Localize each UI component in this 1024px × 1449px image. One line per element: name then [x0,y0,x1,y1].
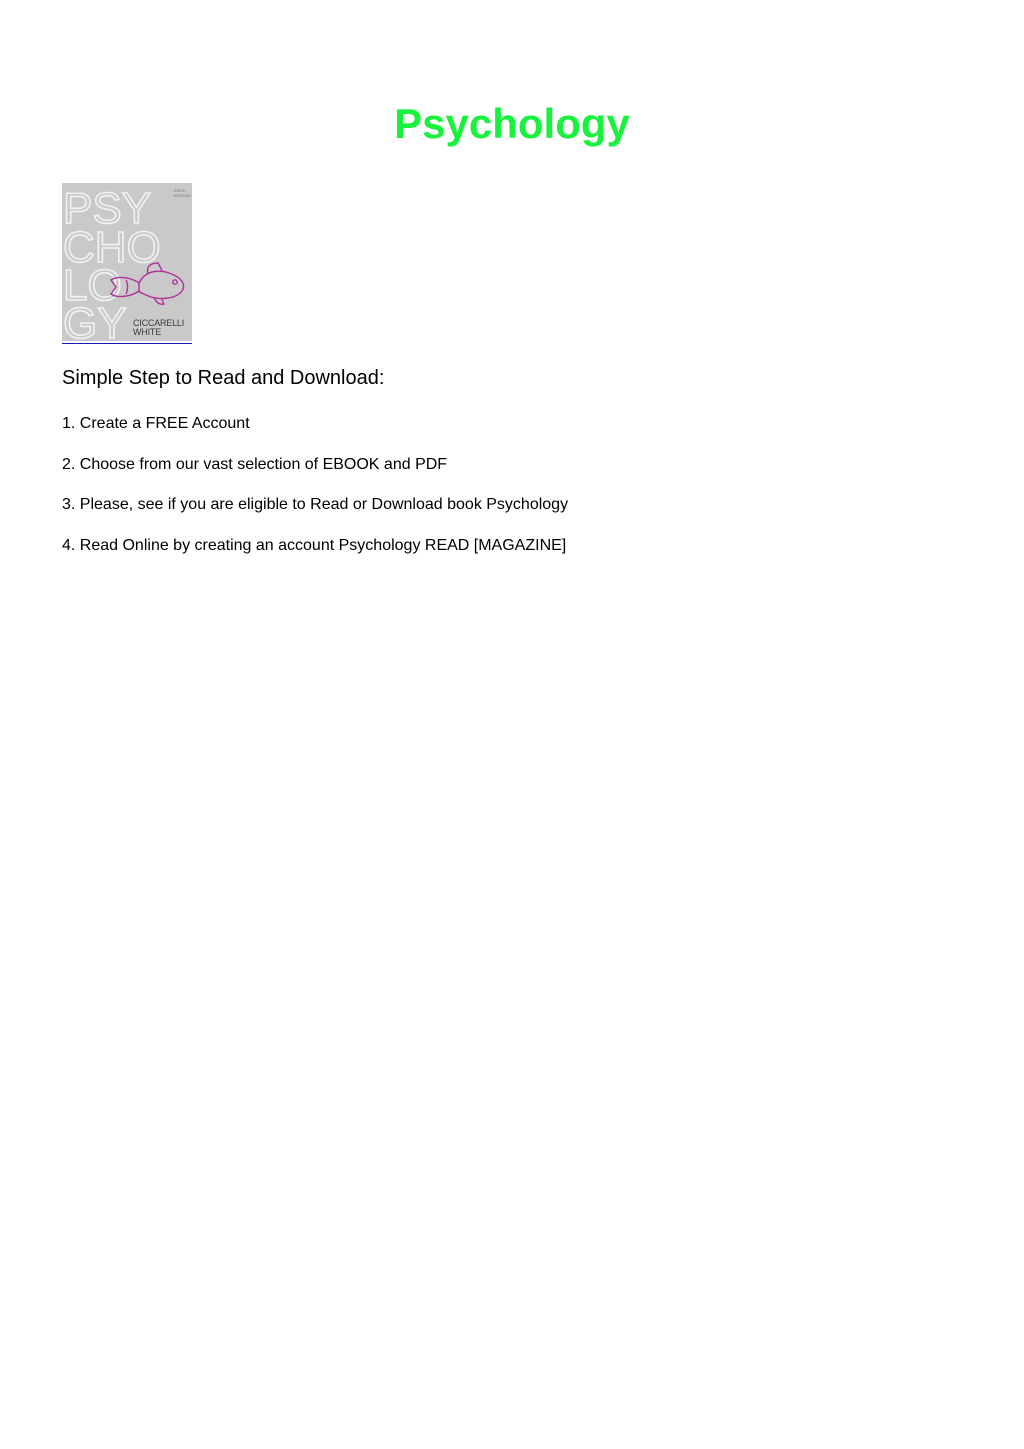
step-item: 4. Read Online by creating an account Psychology READ [MAGAZINE] [62,537,567,554]
cover-author-2: WHITE [133,327,161,337]
book-cover-link[interactable] [62,183,192,344]
cover-title-line-2: CHO [63,223,161,272]
cover-title-line-3: LO [63,261,122,310]
step-item: 1. Create a FREE Account [62,415,250,432]
cover-title-line-4: GY [63,299,127,341]
cover-edition: SIXTH EDITION [174,188,191,198]
cover-author-1: CICCARELLI [133,318,185,328]
book-cover [62,183,192,341]
page-title: Psychology [394,100,630,147]
cover-title-line-1: PSY [63,184,152,233]
step-item: 2. Choose from our vast selection of EBOOK and PDF [62,456,448,473]
steps-heading: Simple Step to Read and Download: [62,367,385,389]
step-item: 3. Please, see if you are eligible to Read or Download book Psychology [62,496,569,513]
cover-authors [133,319,184,337]
